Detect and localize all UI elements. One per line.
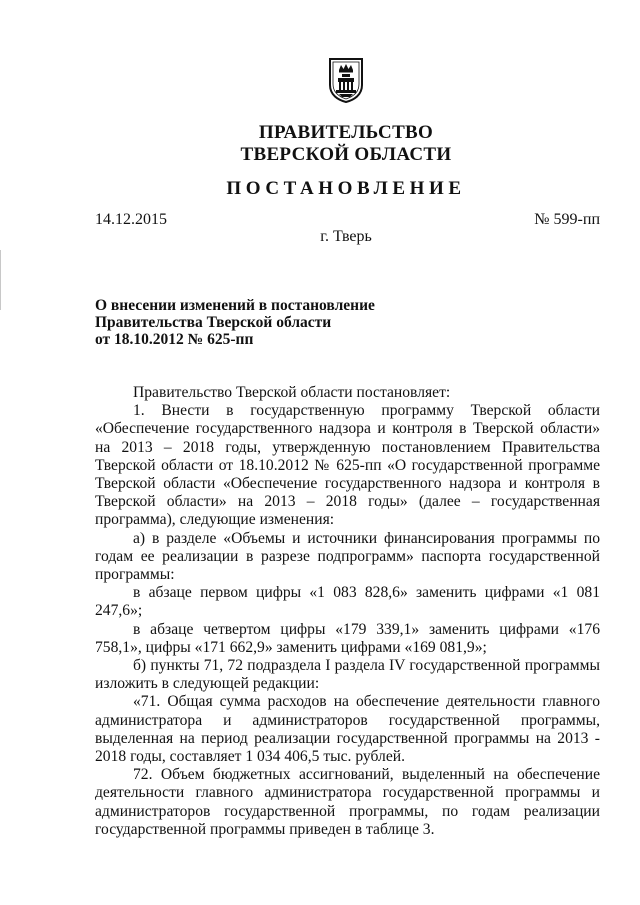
body-paragraph: «71. Общая сумма расходов на обеспечение деятельности главного администратора и администраторов государственной программы, выделенная на период реализации государственной программы на 2013 - 2018 годы, составляет 1 034 406,5 тыс. рублей. — [95, 693, 600, 766]
coat-of-arms-icon — [328, 57, 364, 103]
body-paragraph: в абзаце первом цифры «1 083 828,6» заменить цифрами «1 081 247,6»; — [95, 584, 600, 620]
government-title-line2: ТВЕРСКОЙ ОБЛАСТИ — [240, 144, 452, 165]
document-body — [95, 384, 600, 839]
government-title-line1: ПРАВИТЕЛЬСТВО — [258, 122, 434, 143]
subject-line3: от 18.10.2012 № 625-пп — [95, 331, 254, 348]
document-date: 14.12.2015 — [95, 211, 167, 228]
body-paragraph: 72. Объем бюджетных ассигнований, выделенный на обеспечение деятельности главного администратора государственной программы и администраторов государственной программы, по годам реализации государственной программы приведен в таблице 3. — [95, 766, 600, 838]
body-paragraph: 1. Внести в государственную программу Тверской области «Обеспечение государственного надзора и контроля в Тверской области» на 2013 – 2018 годы, утвержденную постановлением Правительства Тверской области от 18.10.2012 № 625-пп «О государственной программе Тверской области «Обеспечение государственного надзора и контроля в Тверской области» на 2013 – 2018 годы» (далее – государственная программа), следующие изменения: — [95, 402, 600, 529]
scan-margin-line — [0, 250, 1, 310]
body-paragraph: Правительство Тверской области постановляет: — [133, 384, 451, 401]
body-paragraph: б) пункты 71, 72 подраздела I раздела IV государственной программы изложить в следующей редакции: — [95, 657, 600, 693]
subject-line1: О внесении изменений в постановление — [95, 297, 375, 314]
body-paragraph: в абзаце четвертом цифры «179 339,1» заменить цифрами «176 758,1», цифры «171 662,9» заменить цифрами «169 081,9»; — [95, 620, 600, 656]
document-subject — [95, 297, 455, 348]
body-paragraph: а) в разделе «Объемы и источники финансирования программы по годам ее реализации в разрезе подпрограмм» паспорта государственной программы: — [95, 529, 600, 584]
document-type-title: ПОСТАНОВЛЕНИЕ — [226, 178, 466, 199]
document-number: № 599-пп — [534, 211, 600, 228]
document-city: г. Тверь — [320, 228, 372, 245]
subject-line2: Правительства Тверской области — [95, 314, 332, 331]
